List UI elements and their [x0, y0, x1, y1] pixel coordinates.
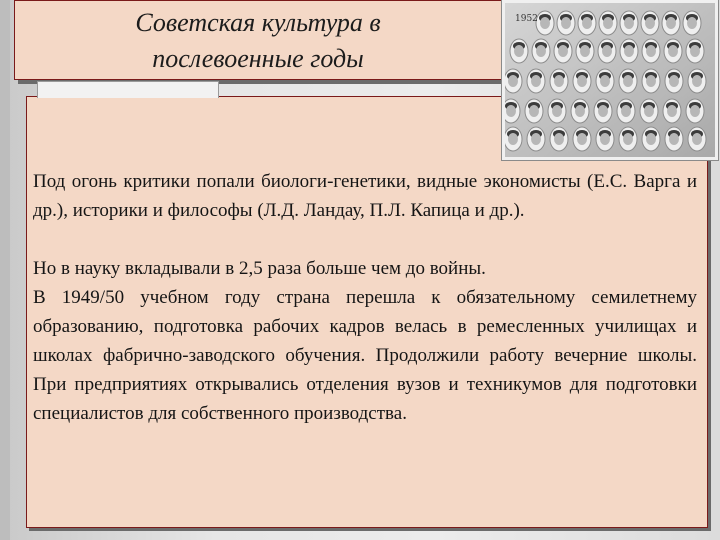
- portrait-face: [692, 133, 702, 145]
- photo-caption: 1952: [515, 14, 538, 24]
- portrait-face: [598, 105, 608, 117]
- portrait-face: [668, 45, 678, 57]
- portrait-face: [667, 105, 677, 117]
- portrait-face: [540, 17, 550, 29]
- portrait-face: [646, 45, 656, 57]
- portrait-face: [582, 17, 592, 29]
- portrait-face: [580, 45, 590, 57]
- portrait-face: [690, 45, 700, 57]
- slide-title-line-1: Советская культура в: [135, 8, 381, 37]
- portrait-face: [687, 17, 697, 29]
- portrait-face: [536, 45, 546, 57]
- portrait-face: [552, 105, 562, 117]
- portrait-face: [669, 133, 679, 145]
- paragraph-education: В 1949/50 учебном году страна перешла к обязательному семилетнему образованию, подготовка рабочих кадров велась в ремесленных училищах и школах фабрично-заводского обучения. Продолжили работу вечерние школы. При предприятиях открывались отделения вузов и техникумов для подготовки специалистов для собственного производства.: [33, 287, 697, 424]
- paragraph-science-funding: Но в науку вкладывали в 2,5 раза больше чем до войны.: [33, 258, 486, 279]
- portrait-face: [600, 75, 610, 87]
- portrait-face: [603, 17, 613, 29]
- portrait-face: [561, 17, 571, 29]
- paragraph-criticism: Под огонь критики попали биологи-генетики, видные экономисты (Е.С. Варга и др.), историки и философы (Л.Д. Ландау, П.Л. Капица и др.).: [33, 171, 697, 221]
- portrait-face: [506, 105, 516, 117]
- portrait-face: [508, 133, 518, 145]
- portrait-face: [645, 17, 655, 29]
- portrait-face: [600, 133, 610, 145]
- portrait-face: [514, 45, 524, 57]
- portrait-face: [624, 17, 634, 29]
- portrait-face: [621, 105, 631, 117]
- portrait-face: [554, 75, 564, 87]
- portrait-face: [646, 133, 656, 145]
- portrait-face: [602, 45, 612, 57]
- portrait-face: [623, 75, 633, 87]
- portrait-face: [577, 75, 587, 87]
- portrait-face: [644, 105, 654, 117]
- left-decorative-strip: [0, 0, 10, 540]
- portrait-face: [508, 75, 518, 87]
- portrait-face: [531, 75, 541, 87]
- portrait-face: [623, 133, 633, 145]
- portrait-face: [646, 75, 656, 87]
- portrait-face: [692, 75, 702, 87]
- group-portrait-photo-icon: [505, 3, 715, 157]
- portrait-face: [531, 133, 541, 145]
- portrait-face: [554, 133, 564, 145]
- title-box: [14, 0, 502, 80]
- portrait-face: [690, 105, 700, 117]
- content-box: [26, 96, 708, 528]
- portrait-face: [666, 17, 676, 29]
- portrait-face: [669, 75, 679, 87]
- portrait-face: [577, 133, 587, 145]
- portrait-face: [558, 45, 568, 57]
- portrait-face: [529, 105, 539, 117]
- portrait-face: [575, 105, 585, 117]
- portrait-face: [624, 45, 634, 57]
- group-portrait-photo: [502, 0, 718, 160]
- slide-title-line-2: послевоенные годы: [152, 44, 364, 73]
